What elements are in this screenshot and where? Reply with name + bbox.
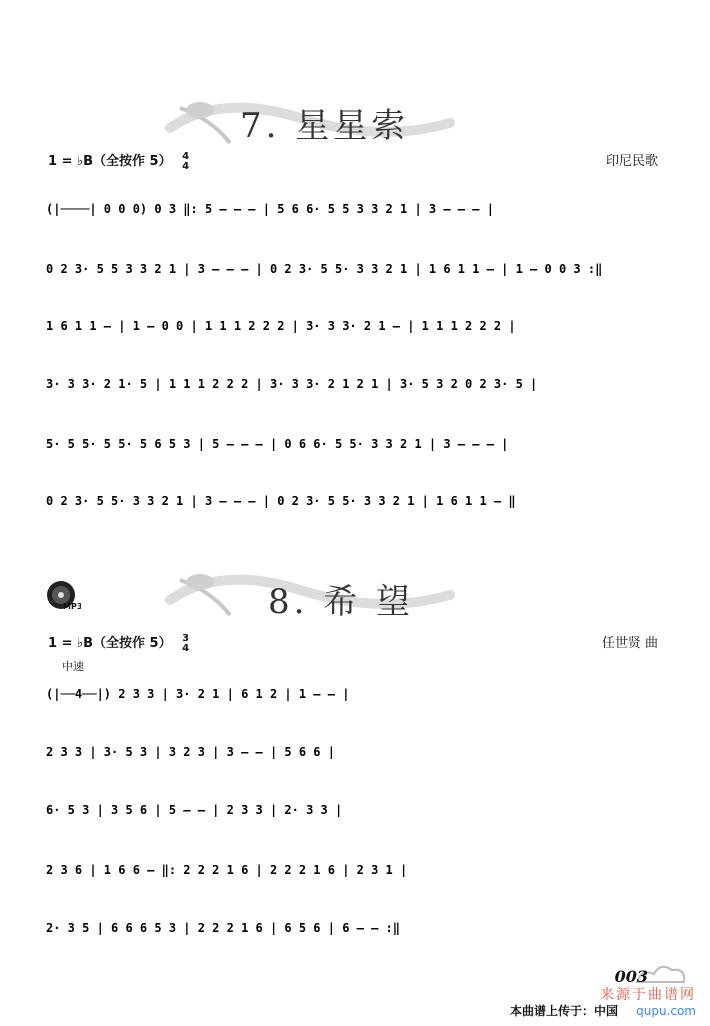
score-line: [46, 487, 658, 517]
notation-text: 2· 3 5 | 6 6 6 5 3 | 2 2 2 1 6 | 6 5 6 | 6 – – :‖: [46, 921, 401, 935]
score-line: [46, 370, 658, 400]
key-signature: [48, 150, 189, 172]
notation-text: 0 2 3· 5 5· 3 3 2 1 | 3 – – – | 0 2 3· 5 5· 3 3 2 1 | 1 6 1 1 – ‖: [46, 494, 516, 508]
composer: 印尼民歌: [605, 154, 658, 169]
key-text: 1 = ♭B（全按作 5）: [48, 636, 172, 651]
notation-text: 1 6 1 1 – | 1 – 0 0 | 1 1 1 2 2 2 | 3· 3 3· 2 1 – | 1 1 1 2 2 2 |: [46, 319, 516, 333]
time-bottom: 4: [182, 160, 190, 172]
song-8-header: [0, 560, 710, 630]
song-title: 7. 星星索: [240, 106, 410, 146]
key-text: 1 = ♭B（全按作 5）: [48, 154, 172, 169]
time-top: 4: [182, 150, 190, 162]
notation-text: 2 3 6 | 1 6 6 – ‖: 2 2 2 1 6 | 2 2 2 1 6 | 2 3 1 |: [46, 863, 408, 877]
time-top: 3: [182, 632, 190, 644]
notation-text: (|──4──|) 2 3 3 | 3· 2 1 | 6 1 2 | 1 – – |: [46, 687, 350, 701]
time-signature: [182, 634, 189, 654]
notation-text: (|────| 0 0 0) 0 3 ‖: 5 – – – | 5 6 6· 5 5 3 3 2 1 | 3 – – – |: [46, 202, 494, 216]
time-bottom: 4: [182, 642, 190, 654]
notation-text: 3· 3 3· 2 1· 5 | 1 1 1 2 2 2 | 3· 3 3· 2 1 2 1 | 3· 5 3 2 0 2 3· 5 |: [46, 377, 538, 391]
notation-text: 6· 5 3 | 3 5 6 | 5 – – | 2 3 3 | 2· 3 3 |: [46, 803, 343, 817]
tempo-marking: 中速: [62, 660, 84, 673]
notation-text: 0 2 3· 5 5 3 3 2 1 | 3 – – – | 0 2 3· 5 5· 3 3 2 1 | 1 6 1 1 – | 1 – 0 0 3 :‖: [46, 262, 603, 276]
notation-text: 5· 5 5· 5 5· 5 6 5 3 | 5 – – – | 0 6 6· 5 5· 3 3 2 1 | 3 – – – |: [46, 437, 509, 451]
mp3-label: MP3: [63, 602, 81, 611]
score-line: [46, 312, 658, 342]
score-line: [46, 796, 658, 826]
key-signature: [48, 632, 189, 654]
score-line: [46, 195, 658, 225]
notation-text: 2 3 3 | 3· 5 3 | 3 2 3 | 3 – – | 5 6 6 |: [46, 745, 335, 759]
song-7-header: [0, 88, 710, 158]
score-line: [46, 856, 658, 886]
page-number: 003: [614, 967, 648, 986]
score-line: [46, 255, 658, 285]
watermark-url: qupu.com: [636, 1004, 696, 1018]
footer-note: 本曲谱上传于：中国: [510, 1004, 619, 1018]
score-line: [46, 914, 658, 944]
watermark-text: 来源于曲谱网: [600, 987, 696, 1003]
time-signature: [182, 152, 189, 172]
score-line: [46, 430, 658, 460]
score-line: [46, 738, 658, 768]
composer: 任世贤 曲: [601, 636, 658, 651]
score-line: [46, 680, 658, 710]
song-title: 8. 希 望: [268, 582, 415, 622]
